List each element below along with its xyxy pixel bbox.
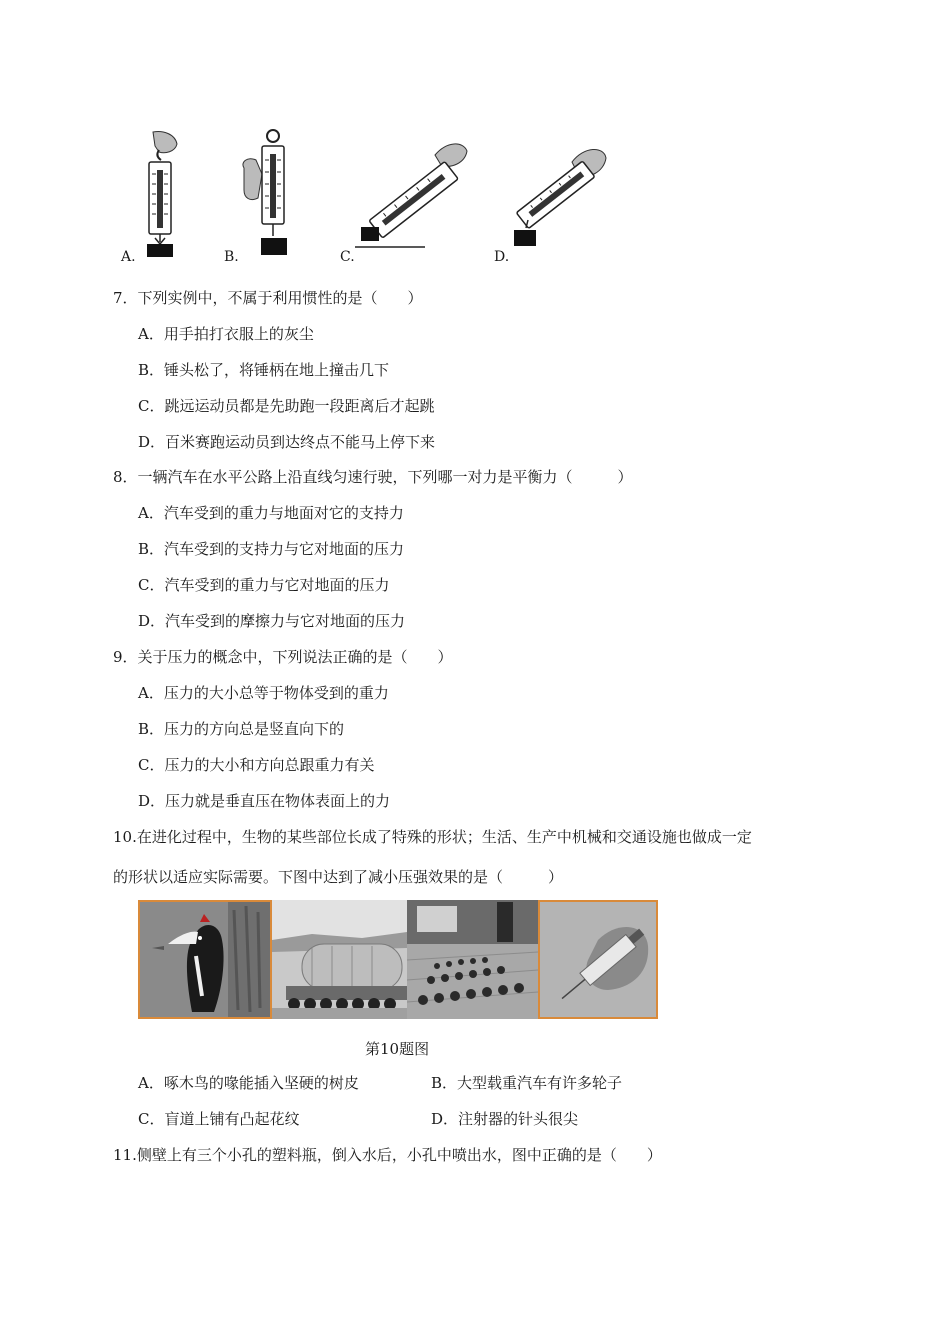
question-8-option-a: A．汽车受到的重力与地面对它的支持力 bbox=[138, 504, 404, 522]
question-10-option-c: C．盲道上铺有凸起花纹 bbox=[138, 1110, 300, 1128]
question-7-option-b: B．锤头松了，将锤柄在地上撞击几下 bbox=[138, 361, 390, 379]
question-7-option-c: C．跳远运动员都是先助跑一段距离后才起跳 bbox=[138, 397, 435, 415]
figure-10-caption: 第10题图 bbox=[365, 1040, 430, 1058]
spring-scale-b-image bbox=[240, 128, 300, 260]
option-c-label: C. bbox=[340, 249, 355, 265]
question-10-stem-line-2: 的形状以适应实际需要。下图中达到了减小压强效果的是（ ） bbox=[113, 868, 564, 886]
question-10-option-d: D．注射器的针头很尖 bbox=[431, 1110, 579, 1128]
question-8-option-d: D．汽车受到的摩擦力与它对地面的压力 bbox=[138, 612, 406, 630]
question-8-option-c: C．汽车受到的重力与它对地面的压力 bbox=[138, 576, 390, 594]
spring-scale-c-image bbox=[355, 135, 470, 255]
tactile-paving-photo bbox=[407, 900, 538, 1019]
woodpecker-photo bbox=[138, 900, 272, 1019]
question-9-stem: 9．关于压力的概念中，下列说法正确的是（ ） bbox=[113, 648, 453, 666]
question-9-option-c: C．压力的大小和方向总跟重力有关 bbox=[138, 756, 375, 774]
option-b-label: B. bbox=[224, 249, 239, 265]
spring-scale-d-image bbox=[510, 138, 610, 250]
heavy-truck-photo bbox=[272, 900, 407, 1019]
question-9-option-d: D．压力就是垂直压在物体表面上的力 bbox=[138, 792, 391, 810]
syringe-photo bbox=[538, 900, 658, 1019]
option-d-label: D. bbox=[494, 249, 510, 265]
question-9-option-b: B．压力的方向总是竖直向下的 bbox=[138, 720, 345, 738]
question-11-stem: 11.侧壁上有三个小孔的塑料瓶，倒入水后，小孔中喷出水，图中正确的是（ ） bbox=[113, 1146, 662, 1164]
question-8-option-b: B．汽车受到的支持力与它对地面的压力 bbox=[138, 540, 405, 558]
question-9-option-a: A．压力的大小总等于物体受到的重力 bbox=[138, 684, 389, 702]
question-10-stem-line-1: 10.在进化过程中，生物的某些部位长成了特殊的形状；生活、生产中机械和交通设施也做成一定 bbox=[113, 828, 752, 846]
option-a-label: A. bbox=[121, 249, 136, 265]
question-10-option-a: A．啄木鸟的喙能插入坚硬的树皮 bbox=[138, 1074, 359, 1092]
question-7-option-a: A．用手拍打衣服上的灰尘 bbox=[138, 325, 314, 343]
question-7-option-d: D．百米赛跑运动员到达终点不能马上停下来 bbox=[138, 433, 436, 451]
spring-scale-a-image bbox=[135, 130, 185, 260]
question-7-stem: 7．下列实例中，不属于利用惯性的是（ ） bbox=[113, 289, 423, 307]
question-8-stem: 8．一辆汽车在水平公路上沿直线匀速行驶，下列哪一对力是平衡力（ ） bbox=[113, 468, 633, 486]
question-10-option-b: B．大型载重汽车有许多轮子 bbox=[431, 1074, 623, 1092]
